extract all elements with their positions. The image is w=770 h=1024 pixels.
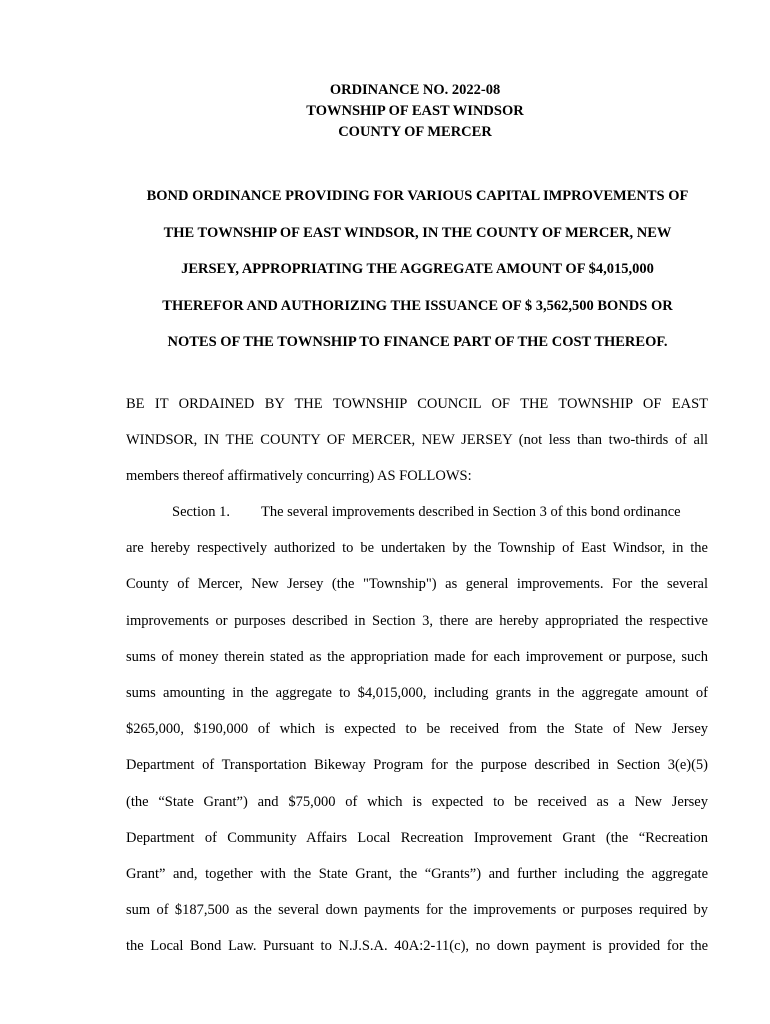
township-name: TOWNSHIP OF EAST WINDSOR xyxy=(306,103,524,119)
title-line: THE TOWNSHIP OF EAST WINDSOR, IN THE COUNTY OF MERCER, NEW xyxy=(163,224,672,241)
title-line: JERSEY, APPROPRIATING THE AGGREGATE AMOUNT OF $4,015,000 xyxy=(181,261,654,277)
title-line: BOND ORDINANCE PROVIDING FOR VARIOUS CAPITAL IMPROVEMENTS OF xyxy=(146,188,689,204)
enacting-clause xyxy=(126,386,708,495)
ordinance-title xyxy=(125,178,710,361)
body-line: WINDSOR, IN THE COUNTY OF MERCER, NEW JERSEY (not less than two-thirds of all xyxy=(126,432,708,449)
body-line: Department of Community Affairs Local Recreation Improvement Grant (the “Recreation xyxy=(126,829,708,846)
body-line: Grant” and, together with the State Grant, the “Grants”) and further including the aggregate xyxy=(126,865,708,882)
title-line: THEREFOR AND AUTHORIZING THE ISSUANCE OF $ 3,562,500 BONDS OR xyxy=(162,297,673,314)
body-line: sum of $187,500 as the several down payments for the improvements or purposes required by xyxy=(126,902,708,919)
body-line: (the “State Grant”) and $75,000 of which is expected to be received as a New Jersey xyxy=(126,793,708,810)
body-line: The several improvements described in Section 3 of this bond ordinance xyxy=(261,504,681,520)
body-line: $265,000, $190,000 of which is expected to be received from the State of New Jersey xyxy=(126,721,708,738)
body-line: the Local Bond Law. Pursuant to N.J.S.A. 40A:2-11(c), no down payment is provided for the xyxy=(126,938,708,955)
body-line: sums of money therein stated as the appropriation made for each improvement or purpose, such xyxy=(126,648,708,665)
section-1-paragraph xyxy=(126,494,708,964)
county-name: COUNTY OF MERCER xyxy=(338,124,492,140)
ordinance-number: ORDINANCE NO. 2022-08 xyxy=(329,82,501,98)
body-line: sums amounting in the aggregate to $4,015,000, including grants in the aggregate amount of xyxy=(126,684,708,701)
body-line: are hereby respectively authorized to be undertaken by the Township of East Windsor, in the xyxy=(126,540,708,557)
body-line: Department of Transportation Bikeway Program for the purpose described in Section 3(e)(5) xyxy=(126,757,708,774)
section-label: Section 1. xyxy=(172,504,230,520)
title-line: NOTES OF THE TOWNSHIP TO FINANCE PART OF THE COST THEREOF. xyxy=(167,334,668,350)
body-line: members thereof affirmatively concurring) AS FOLLOWS: xyxy=(126,468,472,485)
section-1-first-line xyxy=(126,494,708,530)
ordinance-header xyxy=(0,80,770,143)
body-line: improvements or purposes described in Section 3, there are hereby appropriated the respective xyxy=(126,612,708,629)
body-line: County of Mercer, New Jersey (the "Township") as general improvements. For the several xyxy=(126,576,708,593)
body-line: BE IT ORDAINED BY THE TOWNSHIP COUNCIL OF THE TOWNSHIP OF EAST xyxy=(126,396,708,412)
